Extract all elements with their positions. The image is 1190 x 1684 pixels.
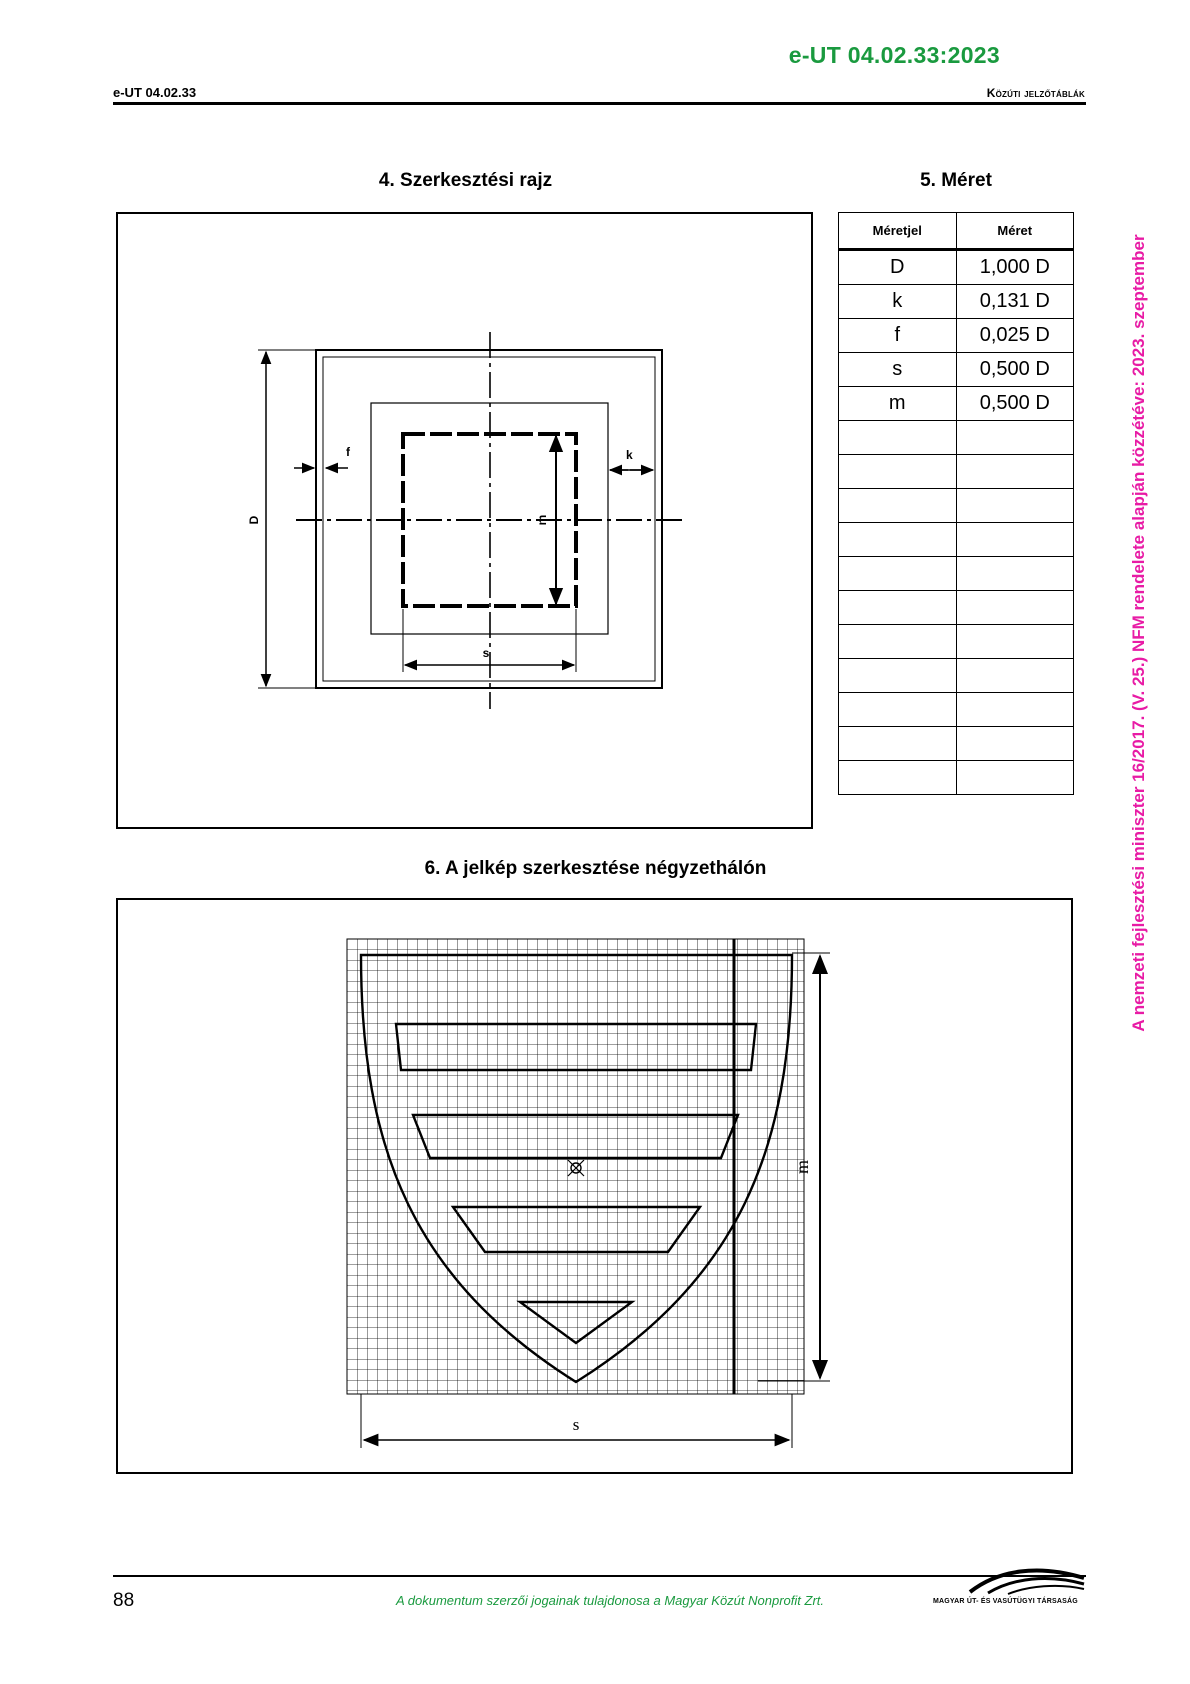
size-value-cell xyxy=(956,761,1074,795)
document-id: e-UT 04.02.33:2023 xyxy=(788,42,1000,68)
size-value-cell xyxy=(956,421,1074,455)
size-value-cell xyxy=(956,523,1074,557)
size-symbol-cell: k xyxy=(839,285,957,319)
size-value-cell xyxy=(956,693,1074,727)
header-rule xyxy=(113,102,1086,105)
size-symbol-cell xyxy=(839,489,957,523)
size-symbol-cell xyxy=(839,421,957,455)
size-table-header-symbol: Méretjel xyxy=(839,213,957,250)
header-right-title: Közúti jelzőtáblák xyxy=(986,86,1085,100)
copyright-notice: A dokumentum szerzői jogainak tulajdonosa a Magyar Közút Nonprofit Zrt. xyxy=(395,1593,824,1608)
size-value-cell: 0,131 D xyxy=(956,285,1074,319)
label-f: f xyxy=(346,445,350,459)
construction-drawing xyxy=(118,214,811,827)
size-table-header-value: Méret xyxy=(956,213,1074,250)
size-symbol-cell xyxy=(839,659,957,693)
size-table-row xyxy=(839,557,1074,591)
side-publication-note-text: A nemzeti fejlesztési miniszter 16/2017. (V. 25.) NFM rendelete alapján közzétéve: 2023. szeptember xyxy=(1129,233,1148,1032)
size-table-row xyxy=(839,523,1074,557)
society-logo-icon xyxy=(968,1566,1086,1596)
size-table-row xyxy=(839,489,1074,523)
size-symbol-cell: f xyxy=(839,319,957,353)
grid-label-m: m xyxy=(792,1159,812,1175)
size-symbol-cell: s xyxy=(839,353,957,387)
size-table-row xyxy=(839,353,1074,387)
size-value-cell xyxy=(956,625,1074,659)
size-table-row xyxy=(839,250,1074,285)
size-value-cell: 0,025 D xyxy=(956,319,1074,353)
size-symbol-cell xyxy=(839,625,957,659)
size-symbol-cell xyxy=(839,727,957,761)
size-symbol-cell: D xyxy=(839,250,957,285)
grid-label-s: s xyxy=(572,1415,580,1434)
size-table-row xyxy=(839,693,1074,727)
label-m: m xyxy=(535,514,549,526)
footer-rule xyxy=(113,1575,1086,1577)
size-symbol-cell xyxy=(839,693,957,727)
size-section-title: 5. Méret xyxy=(920,170,992,191)
label-k: k xyxy=(626,448,633,462)
size-table-row xyxy=(839,421,1074,455)
size-table-wrapper xyxy=(838,212,1074,795)
size-symbol-cell xyxy=(839,557,957,591)
size-table-row xyxy=(839,591,1074,625)
size-value-cell xyxy=(956,591,1074,625)
label-d: D xyxy=(247,515,261,525)
size-table-row xyxy=(839,659,1074,693)
page-number: 88 xyxy=(113,1590,135,1611)
size-symbol-cell xyxy=(839,455,957,489)
side-publication-note xyxy=(1123,160,1155,1105)
size-value-cell xyxy=(956,455,1074,489)
grid-construction xyxy=(118,900,1071,1472)
size-table-row xyxy=(839,727,1074,761)
size-value-cell xyxy=(956,557,1074,591)
society-logo-text: MAGYAR ÚT- ÉS VASÚTÜGYI TÁRSASÁG xyxy=(933,1598,1078,1605)
construction-drawing-frame xyxy=(116,212,813,829)
size-symbol-cell: m xyxy=(839,387,957,421)
size-symbol-cell xyxy=(839,761,957,795)
label-s: s xyxy=(482,646,490,660)
drawing-section-title: 4. Szerkesztési rajz xyxy=(378,170,553,191)
size-table-row xyxy=(839,625,1074,659)
size-table-row xyxy=(839,761,1074,795)
size-table-row xyxy=(839,319,1074,353)
size-value-cell: 0,500 D xyxy=(956,387,1074,421)
size-value-cell xyxy=(956,489,1074,523)
size-value-cell: 0,500 D xyxy=(956,353,1074,387)
grid-construction-frame xyxy=(116,898,1073,1474)
size-table xyxy=(838,212,1074,795)
size-value-cell: 1,000 D xyxy=(956,250,1074,285)
header-left-code: e-UT 04.02.33 xyxy=(113,85,197,100)
size-symbol-cell xyxy=(839,523,957,557)
size-symbol-cell xyxy=(839,591,957,625)
size-table-row xyxy=(839,387,1074,421)
size-table-row xyxy=(839,285,1074,319)
grid-section-title: 6. A jelkép szerkesztése négyzethálón xyxy=(424,858,767,879)
size-value-cell xyxy=(956,727,1074,761)
size-value-cell xyxy=(956,659,1074,693)
size-table-row xyxy=(839,455,1074,489)
